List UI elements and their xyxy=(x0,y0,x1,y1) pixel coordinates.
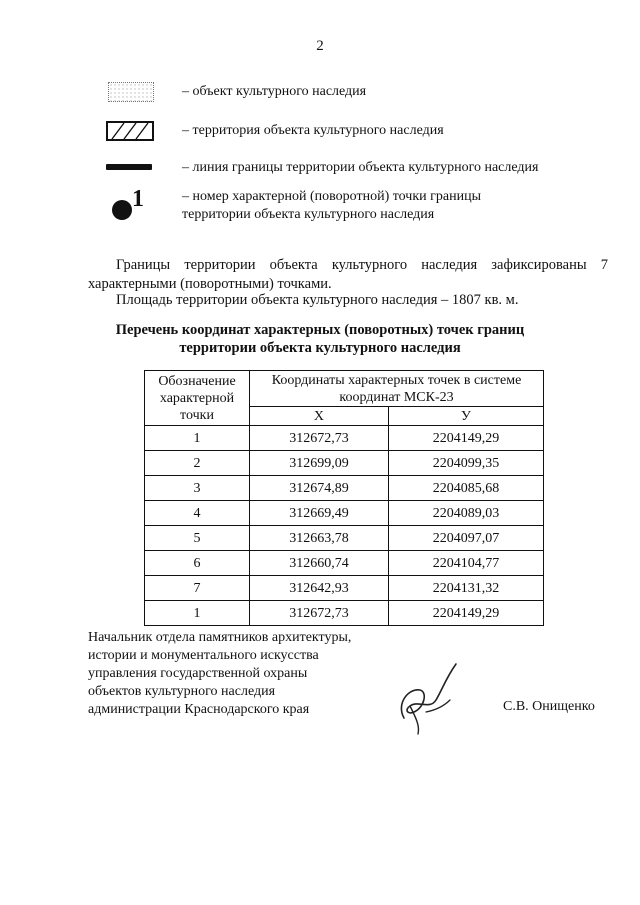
table-row xyxy=(145,551,544,576)
signatory-name: С.В. Онищенко xyxy=(503,699,595,714)
cell-point: 1 xyxy=(145,426,250,451)
cell-point: 2 xyxy=(145,451,250,476)
signatory-title xyxy=(88,629,351,719)
cell-point: 5 xyxy=(145,526,250,551)
cell-y: 2204089,03 xyxy=(388,501,543,526)
header-y: У xyxy=(388,407,543,426)
point-label: 1 xyxy=(132,186,144,212)
cell-x: 312669,49 xyxy=(250,501,389,526)
heading-line: Перечень координат характерных (поворотных) точек границ xyxy=(115,322,525,338)
legend-text: – линия границы территории объекта культурного наследия xyxy=(182,160,539,175)
legend-item-point-number xyxy=(100,186,620,228)
area-paragraph: Площадь территории объекта культурного наследия – 1807 кв. м. xyxy=(116,292,519,308)
cell-y: 2204149,29 xyxy=(388,601,543,626)
signatory-title-line: Начальник отдела памятников архитектуры, xyxy=(88,630,352,645)
cell-y: 2204131,32 xyxy=(388,576,543,601)
coordinates-table xyxy=(144,370,544,626)
legend-text-line: – номер характерной (поворотной) точки границы xyxy=(182,189,481,204)
cell-x: 312672,73 xyxy=(250,426,389,451)
table-row xyxy=(145,426,544,451)
page-number: 2 xyxy=(316,38,324,54)
legend-item-heritage-territory xyxy=(100,117,620,157)
cell-x: 312699,09 xyxy=(250,451,389,476)
signatory-title-line: истории и монументального искусства xyxy=(88,648,319,663)
cultural-heritage-object-symbol xyxy=(100,76,160,116)
cell-y: 2204099,35 xyxy=(388,451,543,476)
cell-y: 2204085,68 xyxy=(388,476,543,501)
signatory-title-line: управления государственной охраны xyxy=(88,666,308,681)
cell-point: 7 xyxy=(145,576,250,601)
table-heading xyxy=(0,321,640,357)
cell-point: 3 xyxy=(145,476,250,501)
boundary-paragraph xyxy=(88,256,608,294)
legend-text: – территория объекта культурного наследия xyxy=(182,123,444,138)
cell-point: 4 xyxy=(145,501,250,526)
table-row xyxy=(145,476,544,501)
handwritten-signature xyxy=(390,660,470,740)
header-x: X xyxy=(250,407,389,426)
paragraph-line: Границы территории объекта культурного наследия зафиксированы 7 xyxy=(116,257,608,273)
table-row xyxy=(145,576,544,601)
cell-y: 2204097,07 xyxy=(388,526,543,551)
table-row xyxy=(145,501,544,526)
cell-y: 2204149,29 xyxy=(388,426,543,451)
legend-text-line: территории объекта культурного наследия xyxy=(182,207,435,222)
cell-x: 312660,74 xyxy=(250,551,389,576)
point-number-symbol xyxy=(108,186,148,222)
header-coordinates: Координаты характерных точек в системе координат МСК-23 xyxy=(250,371,544,407)
signatory-title-line: объектов культурного наследия xyxy=(88,684,276,699)
table-row xyxy=(145,601,544,626)
cell-point: 6 xyxy=(145,551,250,576)
signatory-title-line: администрации Краснодарского края xyxy=(88,702,310,717)
table-row xyxy=(145,526,544,551)
cell-x: 312663,78 xyxy=(250,526,389,551)
legend-text: – объект культурного наследия xyxy=(182,84,367,99)
cell-x: 312674,89 xyxy=(250,476,389,501)
table-row xyxy=(145,451,544,476)
heading-line: территории объекта культурного наследия xyxy=(179,340,461,356)
cell-x: 312672,73 xyxy=(250,601,389,626)
header-point-designation: Обозначение характерной точки xyxy=(145,371,250,426)
cell-point: 1 xyxy=(145,601,250,626)
legend-item-heritage-object xyxy=(100,76,620,116)
cell-y: 2204104,77 xyxy=(388,551,543,576)
legend-text xyxy=(182,188,481,224)
cell-x: 312642,93 xyxy=(250,576,389,601)
paragraph-line: характерными (поворотными) точками. xyxy=(88,276,332,292)
heritage-territory-symbol xyxy=(100,117,160,157)
